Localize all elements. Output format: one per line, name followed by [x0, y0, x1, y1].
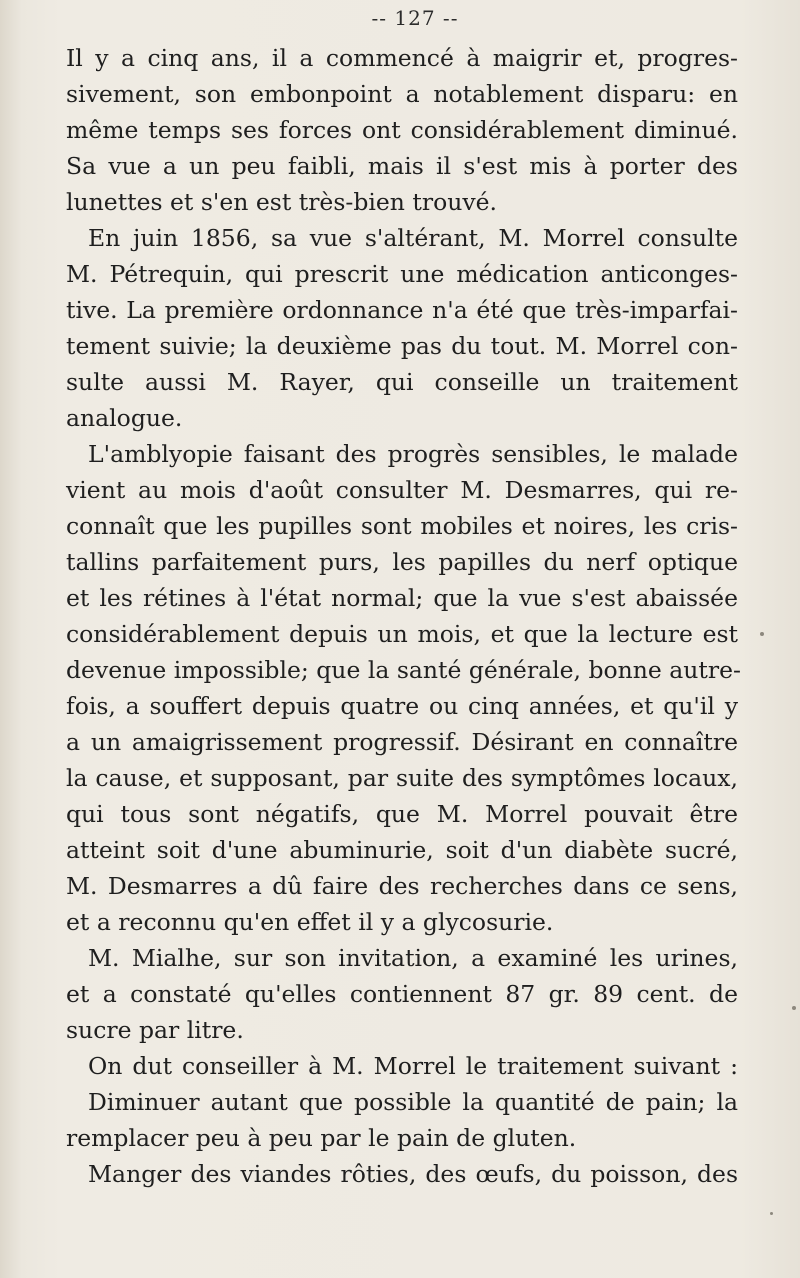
text-line: considérablement depuis un mois, et que la lecture est: [66, 620, 738, 648]
text-line: même temps ses forces ont considérablement diminué.: [66, 116, 738, 144]
text-line: sucre par litre.: [66, 1016, 244, 1044]
text-line: connaît que les pupilles sont mobiles et noires, les cris-: [66, 512, 738, 540]
text-line: remplacer peu à peu par le pain de gluten.: [66, 1124, 577, 1152]
text-line: et les rétines à l'état normal; que la vue s'est abaissée: [66, 584, 738, 612]
text-line: Sa vue a un peu faibli, mais il s'est mis à porter des: [66, 152, 738, 180]
text-line: a un amaigrissement progressif. Désirant en connaître: [66, 728, 738, 756]
text-line: analogue.: [66, 404, 183, 432]
text-line: sulte aussi M. Rayer, qui conseille un traitement: [66, 368, 738, 396]
text-line: et a constaté qu'elles contiennent 87 gr. 89 cent. de: [66, 980, 738, 1008]
paper-speck: [770, 1212, 773, 1215]
paper-speck: [792, 1006, 796, 1010]
text-line: L'amblyopie faisant des progrès sensibles, le malade: [88, 440, 738, 468]
text-line: M. Pétrequin, qui prescrit une médication anticonges-: [66, 260, 738, 288]
text-line: lunettes et s'en est très-bien trouvé.: [66, 188, 498, 216]
text-line: Diminuer autant que possible la quantité de pain; la: [88, 1088, 738, 1116]
text-line: atteint soit d'une abuminurie, soit d'un diabète sucré,: [66, 836, 738, 864]
text-line: fois, a souffert depuis quatre ou cinq années, et qu'il y: [66, 692, 738, 720]
text-line: Manger des viandes rôties, des œufs, du poisson, des: [88, 1160, 738, 1188]
text-line: vient au mois d'août consulter M. Desmarres, qui re-: [66, 476, 738, 504]
text-line: M. Mialhe, sur son invitation, a examiné les urines,: [88, 944, 738, 972]
text-line: tement suivie; la deuxième pas du tout. M. Morrel con-: [66, 332, 738, 360]
text-line: M. Desmarres a dû faire des recherches dans ce sens,: [66, 872, 738, 900]
text-line: Il y a cinq ans, il a commencé à maigrir et, progres-: [66, 44, 738, 72]
text-line: sivement, son embonpoint a notablement disparu: en: [66, 80, 738, 108]
text-line: En juin 1856, sa vue s'altérant, M. Morrel consulte: [88, 224, 738, 252]
text-line: On dut conseiller à M. Morrel le traitement suivant :: [88, 1052, 738, 1080]
text-line: tive. La première ordonnance n'a été que très-imparfai-: [66, 296, 738, 324]
paper-speck: [760, 632, 764, 636]
text-line: devenue impossible; que la santé générale, bonne autre-: [66, 656, 741, 684]
page-number: -- 127 --: [371, 6, 459, 30]
text-line: et a reconnu qu'en effet il y a glycosurie.: [66, 908, 554, 936]
text-line: la cause, et supposant, par suite des symptômes locaux,: [66, 764, 738, 792]
text-line: qui tous sont négatifs, que M. Morrel pouvait être: [66, 800, 738, 828]
text-line: tallins parfaitement purs, les papilles du nerf optique: [66, 548, 738, 576]
